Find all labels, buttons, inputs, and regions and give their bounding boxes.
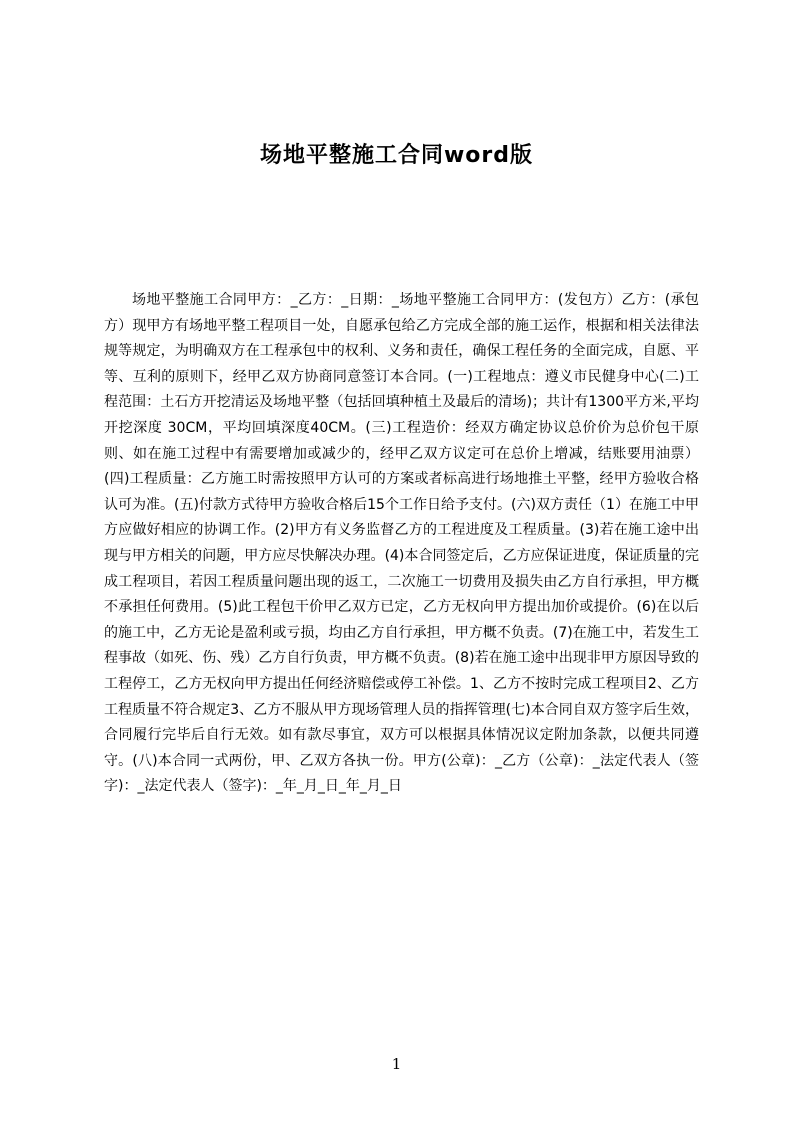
contract-body-text: 场地平整施工合同甲方：_乙方：_日期：_场地平整施工合同甲方：(发包方）乙方：(承包方）现甲方有场地平整工程项目一处，自愿承包给乙方完成全部的施工运作，根据和相关法律法规等规定，为明确双方在工程承包中的权利、义务和责任，确保工程任务的全面完成，自愿、平等、互利的原则下，经甲乙双方协商同意签订本合同。(一)工程地点：遵义市民健身中心(二)工程范围：土石方开挖清运及场地平整（包括回填种植土及最后的清场)；共计有1300平方米,平均开挖深度 30CM，平均回填深度40CM。(三)工程造价：经双方确定协议总价价为总价包干原则、如在施工过程中有需要增加或减少的，经甲乙双方议定可在总价上增减，结账要用油票）(四)工程质量：乙方施工时需按照甲方认可的方案或者标高进行场地推土平整，经甲方验收合格认可为准。(五)付款方式待甲方验收合格后15个工作日给予支付。(六)双方责任（1）在施工中甲方应做好相应的协调工作。(2)甲方有义务监督乙方的工程进度及工程质量。(3)若在施工途中出现与甲方相关的问题，甲方应尽快解决办理。(4)本合同签定后，乙方应保证进度，保证质量的完成工程项目，若因工程质量问题出现的返工，二次施工一切费用及损失由乙方自行承担，甲方概不承担任何费用。(5)此工程包干价甲乙双方已定，乙方无权向甲方提出加价或提价。(6)在以后的施工中，乙方无论是盈利或亏损，均由乙方自行承担，甲方概不负责。(7)在施工中，若发生工程事故（如死、伤、残）乙方自行负责，甲方概不负责。(8)若在施工途中出现非甲方原因导致的工程停工，乙方无权向甲方提出任何经济赔偿或停工补偿。1、乙方不按时完成工程项目2、乙方工程质量不符合规定3、乙方不服从甲方现场管理人员的指挥管理(七)本合同自双方签字后生效，合同履行完毕后自行无效。如有款尽事宜，双方可以根据具体情况议定附加条款，以便共同遵守。(八)本合同一式两份，甲、乙双方各执一份。甲方(公章)：_乙方（公章)：_法定代表人（签字)：_法定代表人（签字)：_年_月_日_年_月_日	[104, 292, 699, 795]
document-title: 场地平整施工合同word版	[259, 143, 534, 168]
page-number: 1	[391, 1055, 402, 1073]
